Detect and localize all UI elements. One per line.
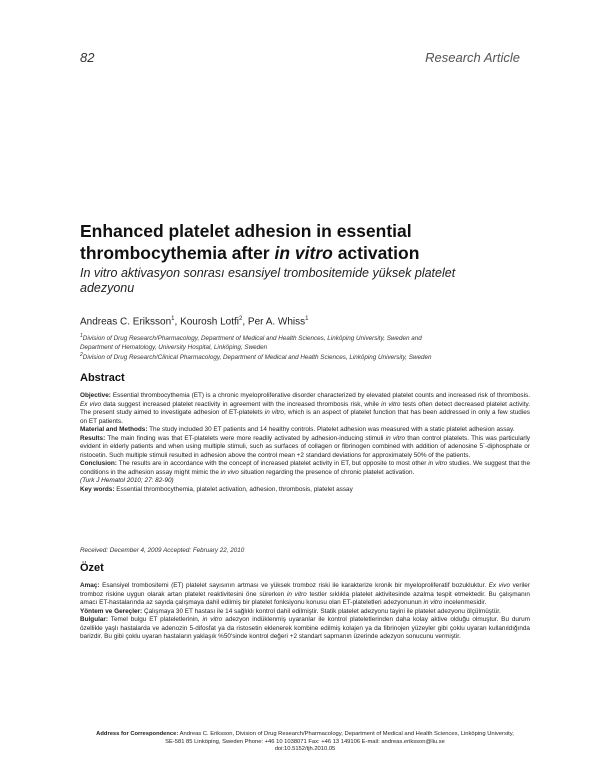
- affiliation-1: $^1$Division of Drug Research/Pharmacology, Department of Medical and Health Sciences, Linköping University, Sweden and Department of Hematology, University Hospital, Linköping, Sweden: [80, 333, 422, 352]
- ozet-heading: Özet: [80, 562, 104, 574]
- author-1: Andreas C. Eriksson: [80, 316, 172, 328]
- section-label: Research Article: [425, 50, 520, 65]
- received-accepted-dates: Received: December 4, 2009 Accepted: February 22, 2010: [80, 547, 245, 554]
- page-number: 82: [80, 50, 95, 65]
- article-subtitle: In vitro aktivasyon sonrası esansiyel trombositemide yüksek platelet adezyonu: [80, 266, 456, 295]
- ozet-yontem: Yöntem ve Gereçler: Çalışmaya 30 ET hastası ile 14 sağlıklı kontrol dahil edilmiştir. Statik platelet adezyonu tayini ile platelet adezyonu ölçülmüştür.: [80, 607, 501, 615]
- title-line-2: thrombocythemia after in vitro activation: [80, 243, 420, 263]
- correspondence-footer: Address for Correspondence: Andreas C. Eriksson, Division of Drug Research/Pharmacology, Department of Medical and Health Sciences, Linköping University, SE-581 85 Linköping, Sweden Phone: +46 10 1038071 Fax: +46 13 149106 E-mail: andreas.eriksson@liu.se doi:10.5152/tjh.2010.05: [80, 731, 530, 754]
- abstract-methods: Material and Methods: The study included 30 ET patients and 14 healthy controls. Platelet adhesion was measured with a static platelet adhesion assay.: [80, 426, 515, 433]
- ozet-body: [80, 582, 530, 642]
- author-3: Per A. Whiss: [247, 316, 306, 328]
- keywords: Key words: Essential thrombocythemia, platelet activation, adhesion, thrombosis, platelet assay: [80, 485, 353, 493]
- affiliation-2: $^2$Division of Drug Research/Clinical Pharmacology, Department of Medical and Health Sciences, Linköping University, Sweden: [80, 352, 432, 362]
- author-list: Andreas C. Eriksson$^1$, Kourosh Lotfi$^2$, Per A. Whiss$^1$: [80, 316, 309, 328]
- author-2: Kourosh Lotfi: [180, 316, 239, 328]
- abstract-objective: Objective: Essential thrombocythemia (ET) is a chronic myeloproliferative disorder characterized by elevated platelet counts and increased risk of thrombosis. Ex vivo data suggest increased platelet reactivity in agreement with the increased thrombosis risk, while in vitro tests often detect decreased platelet activity. The present study aimed to investigate adhesion of ET-platelets in vitro, which is an aspect of platelet function that has been addressed in only a few studies on ET patients.: [80, 392, 530, 425]
- abstract-body: [80, 392, 530, 494]
- doi: doi:10.5152/tjh.2010.05: [274, 746, 336, 752]
- ozet-bulgular: Bulgular: Temel bulgu ET plateletlerinin, in vitro adezyon indüklenmiş uyaranlar ile kontrol plateletlerinden daha kolay aktive olduğu olmuştur. Bu durum özellikle yaşlı hastalarda ve adenozin 5-difosfat ya da ristosetin eklenerek kombine edilmiş kolajen ya da fibrinojen yüzeyler gibi çoklu uyaran kullanıldığında barizdir. Bu gibi çoklu uyaran hastaların yaklaşık %50'sinde kontrol değeri +2 standart sapmanın üzerinde adezyon sonucunu vermiştir.: [80, 616, 530, 640]
- citation: (Turk J Hematol 2010; 27: 82-90): [80, 477, 174, 484]
- article-title: [80, 220, 540, 264]
- abstract-results: Results: The main finding was that ET-platelets were more readily activated by adhesion-inducing stimuli in vitro than control platelets. This was particularly evident in elderly patients and when using multiple stimuli, such as surfaces of collagen or fibrinogen combined with addition of adenosine 5´-diphosphate or ristocetin. Such multiple stimuli resulted in adhesion above the control mean +2 standard deviations for approximately 50% of the patients.: [80, 434, 530, 459]
- title-line-1: Enhanced platelet adhesion in essential: [80, 221, 412, 241]
- ozet-amac: Amaç: Esansiyel trombositemi (ET) platelet sayısının artması ve yüksek tromboz riski ile karakterize kronik bir myeloproliferatif bozukluktur. Ex vivo veriler tromboz riskine uygun olarak artan platelet reaktivitesini öne sürerken in vitro testler sıklıkla platelet aktivitesinde azalma tespit etmektedir. Bu çalışmanın amacı ET-hastalarında az sayıda çalışmaya dahil edilmiş bir platelet fonksiyonu konusu olan ET-plateletleri adezyonunun in vitro incelenmesidir.: [80, 582, 530, 606]
- abstract-heading: Abstract: [80, 372, 125, 384]
- abstract-conclusion: Conclusion: The results are in accordance with the concept of increased platelet activity in ET, but opposite to most other in vitro studies. We suggest that the conditions in the adhesion assay might mimic the in vivo situation regarding the presence of chronic platelet activation.: [80, 460, 530, 476]
